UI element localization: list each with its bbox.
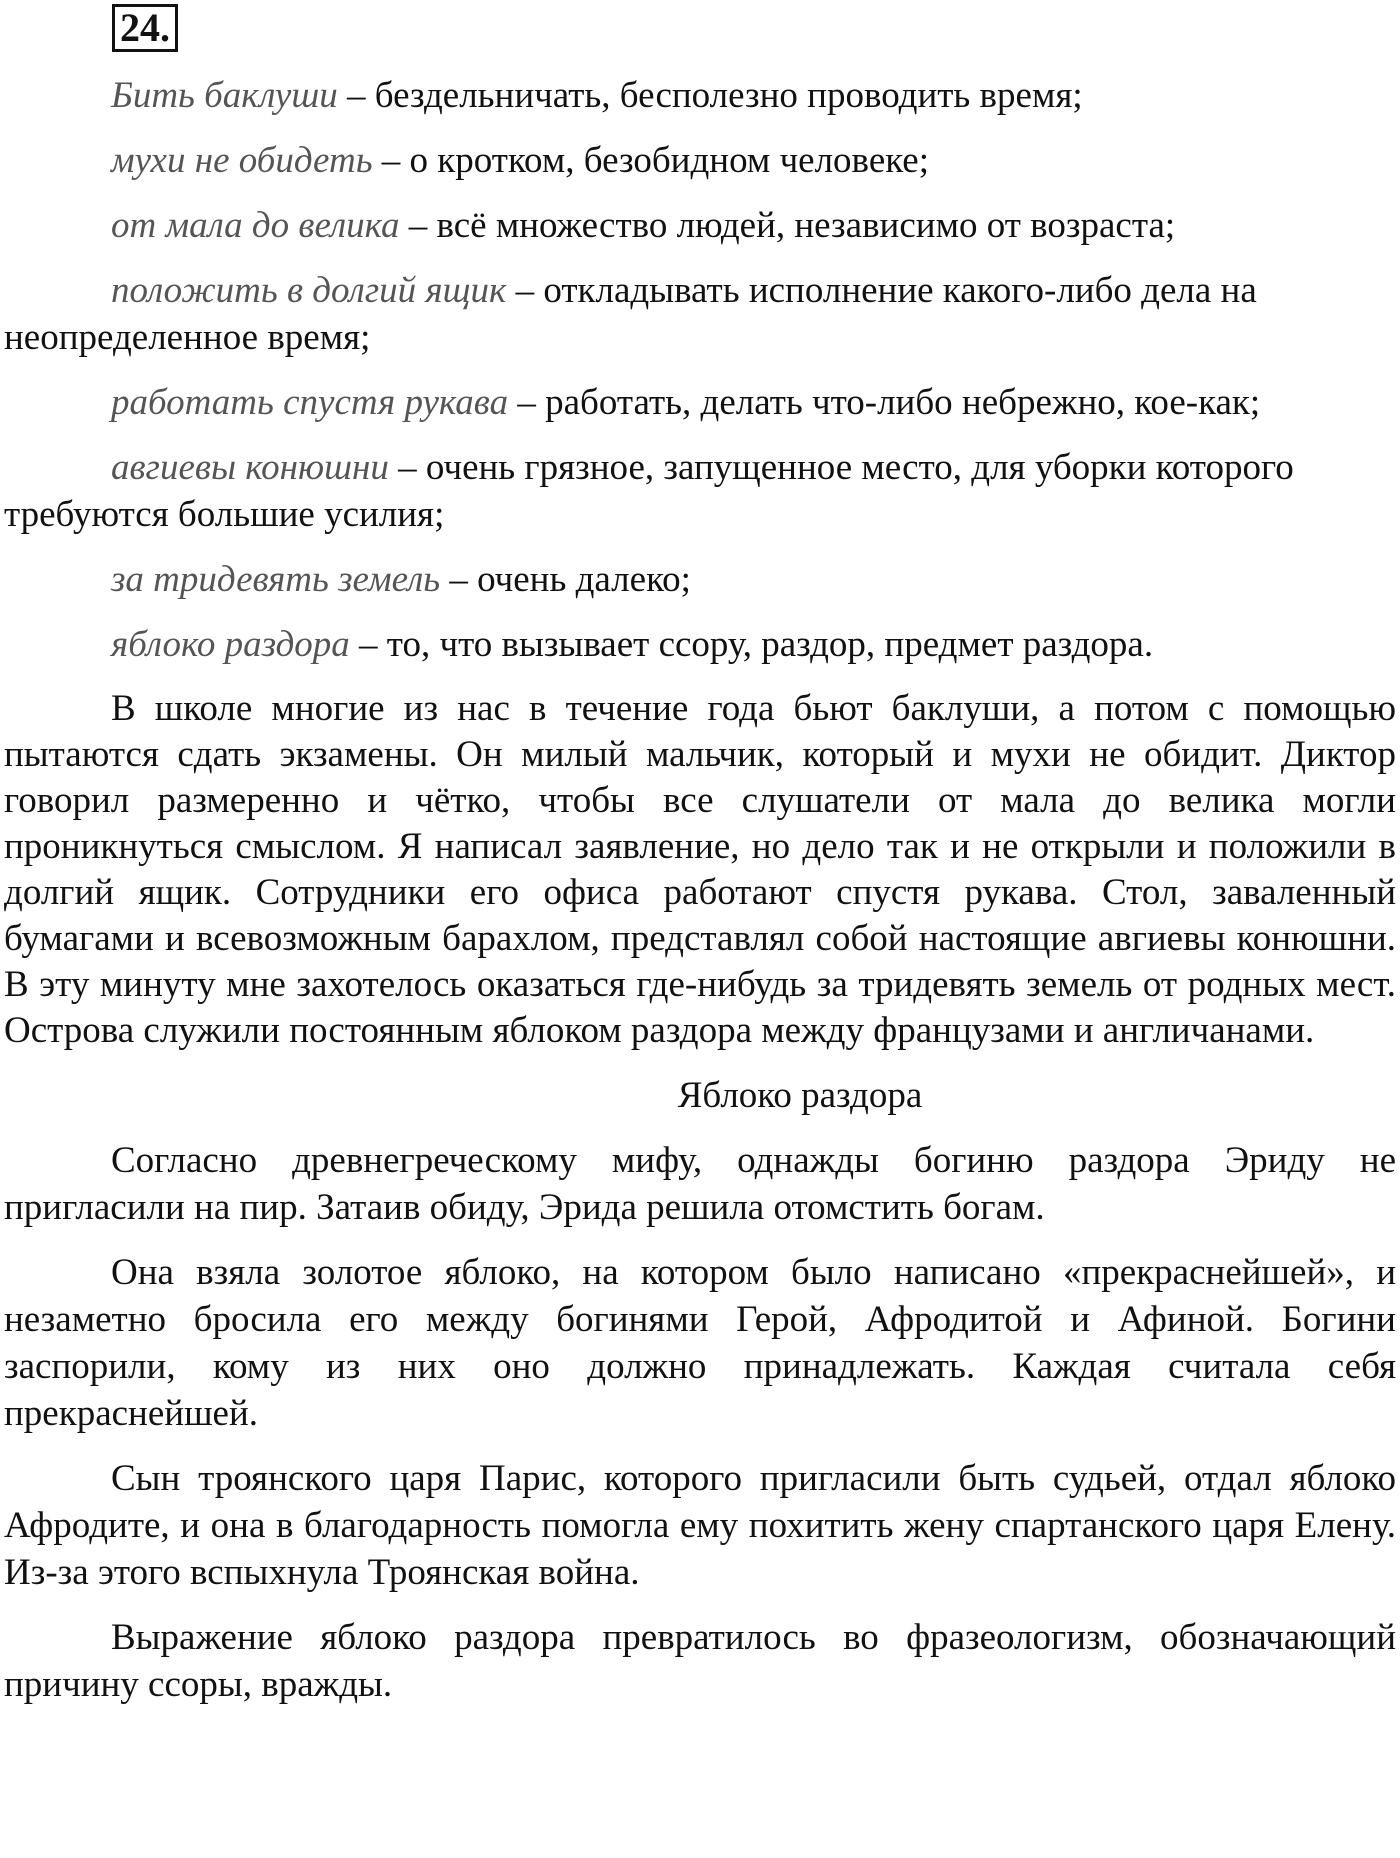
definition-term: мухи не обидеть xyxy=(111,140,373,181)
story-paragraph: Согласно древнегреческому мифу, однажды богиню раздора Эриду не пригласили на пир. Затаив обиду, Эрида решила отомстить богам. xyxy=(4,1140,1396,1228)
story-title: Яблоко раздора xyxy=(677,1075,923,1116)
story-paragraph: Сын троянского царя Парис, которого пригласили быть судьей, отдал яблоко Афродите, и она в благодарность помогла ему похитить жену спартанского царя Елену. Из-за этого вспыхнула Троянская война. xyxy=(4,1458,1396,1593)
definition-item xyxy=(4,621,1396,668)
definition-meaning: – очень грязное, запущенное место, для уборки которого требуются большие усилия; xyxy=(4,447,1294,535)
exercise-content xyxy=(4,72,1396,1726)
definition-meaning: – то, что вызывает ссору, раздор, предмет раздора. xyxy=(349,624,1154,665)
definition-term: положить в долгий ящик xyxy=(111,270,507,311)
definition-meaning: – откладывать исполнение какого-либо дела на неопределенное время; xyxy=(4,270,1257,358)
definition-term: яблоко раздора xyxy=(111,624,350,665)
definition-item xyxy=(4,72,1396,119)
story-paragraph: Она взяла золотое яблоко, на котором было написано «прекраснейшей», и незаметно бросила его между богинями Герой, Афродитой и Афиной. Богини заспорили, кому из них оно должно принадлежать. Каждая считала себя прекраснейшей. xyxy=(4,1252,1396,1434)
definition-item xyxy=(4,137,1396,184)
definition-term: от мала до велика xyxy=(111,205,400,246)
story-paragraph: Выражение яблоко раздора превратилось во фразеологизм, обозначающий причину ссоры, вражды. xyxy=(4,1617,1396,1705)
definition-meaning: – бездельничать, бесполезно проводить время; xyxy=(337,75,1083,116)
definition-item xyxy=(4,267,1396,361)
definition-item xyxy=(4,379,1396,426)
examples-paragraph: В школе многие из нас в течение года бьют баклуши, а потом с помощью пытаются сдать экзамены. Он милый мальчик, который и мухи не обидит. Диктор говорил размеренно и чётко, чтобы все слушатели от мала до велика могли проникнуться смыслом. Я написал заявление, но дело так и не открыли и положили в долгий ящик. Сотрудники его офиса работают спустя рукава. Стол, заваленный бумагами и всевозможным барахлом, представлял собой настоящие авгиевы конюшни. В эту минуту мне захотелось оказаться где-нибудь за тридевять земель от родных мест. Острова служили постоянным яблоком раздора между французами и англичанами. xyxy=(4,688,1396,1051)
definition-item xyxy=(4,444,1396,538)
definition-meaning: – о кротком, безобидном человеке; xyxy=(372,140,929,181)
definition-term: Бить баклуши xyxy=(111,75,338,116)
definition-item xyxy=(4,556,1396,603)
definition-term: работать спустя рукава xyxy=(111,382,509,423)
definition-meaning: – очень далеко; xyxy=(440,559,691,600)
definition-term: авгиевы конюшни xyxy=(111,447,389,488)
definition-item xyxy=(4,202,1396,249)
exercise-number: 24. xyxy=(112,4,178,52)
definition-meaning: – всё множество людей, независимо от возраста; xyxy=(399,205,1176,246)
definition-meaning: – работать, делать что-либо небрежно, кое-как; xyxy=(508,382,1261,423)
definition-term: за тридевять земель xyxy=(111,559,441,600)
